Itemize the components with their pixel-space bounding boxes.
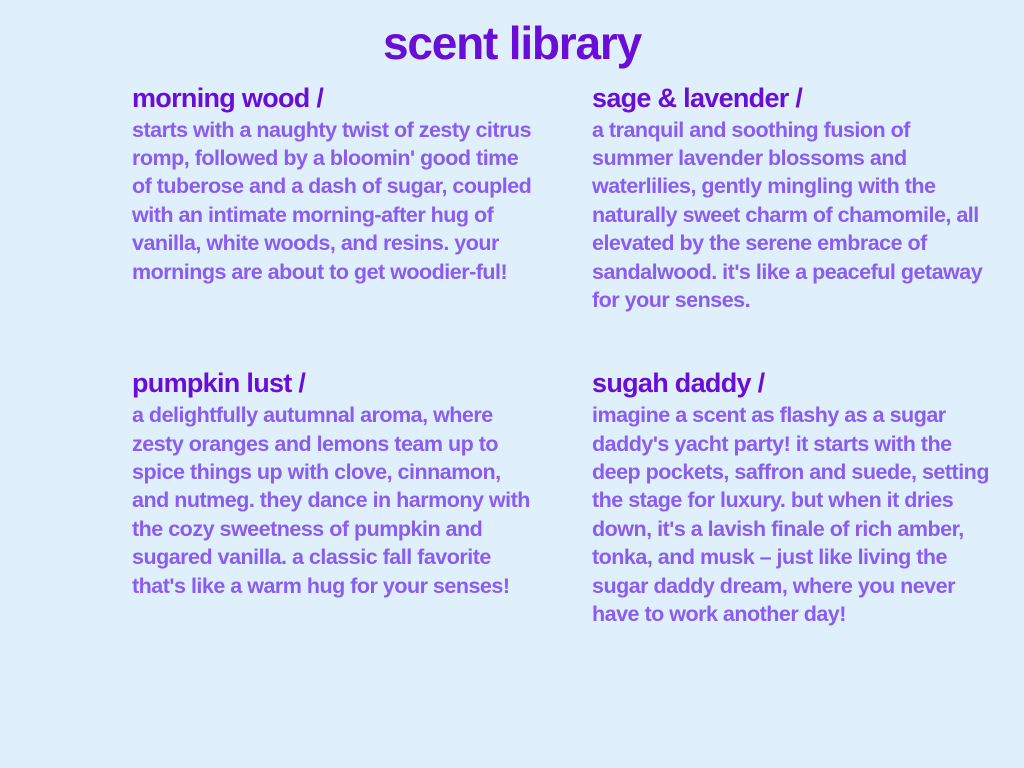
scent-name: sage & lavender / — [592, 82, 803, 113]
scent-entries-grid — [0, 69, 1024, 629]
page-title: scent library — [383, 17, 641, 69]
scent-description: starts with a naughty twist of zesty citrus romp, followed by a bloomin' good time of tuberose and a dash of sugar, coupled with an intimate morning-after hug of vanilla, white woods, and resins. your mornings are about to get woodier-ful! — [132, 117, 532, 284]
scent-name: morning wood / — [132, 82, 324, 113]
scent-description: a tranquil and soothing fusion of summer lavender blossoms and waterlilies, gently mingling with the naturally sweet charm of chamomile, all elevated by the serene embrace of sandalwood. it's like a peaceful getaway for your senses. — [592, 117, 983, 312]
scent-description: imagine a scent as flashy as a sugar daddy's yacht party! it starts with the deep pockets, saffron and suede, setting the stage for luxury. but when it dries down, it's a lavish finale of rich amber, tonka, and musk – just like living the sugar daddy dream, where you never have to work another day! — [592, 403, 989, 626]
scent-name: pumpkin lust / — [132, 368, 306, 399]
scent-entry-sage-and-lavender — [592, 83, 992, 315]
scent-entry-sugah-daddy — [592, 368, 992, 628]
scent-name: sugah daddy / — [592, 368, 765, 399]
scent-description: a delightfully autumnal aroma, where zesty oranges and lemons team up to spice things up with clove, cinnamon, and nutmeg. they dance in harmony with the cozy sweetness of pumpkin and sugared vanilla. a classic fall favorite that's like a warm hug for your senses! — [132, 403, 530, 598]
scent-entry-morning-wood — [132, 83, 532, 315]
scent-entry-pumpkin-lust — [132, 368, 532, 628]
